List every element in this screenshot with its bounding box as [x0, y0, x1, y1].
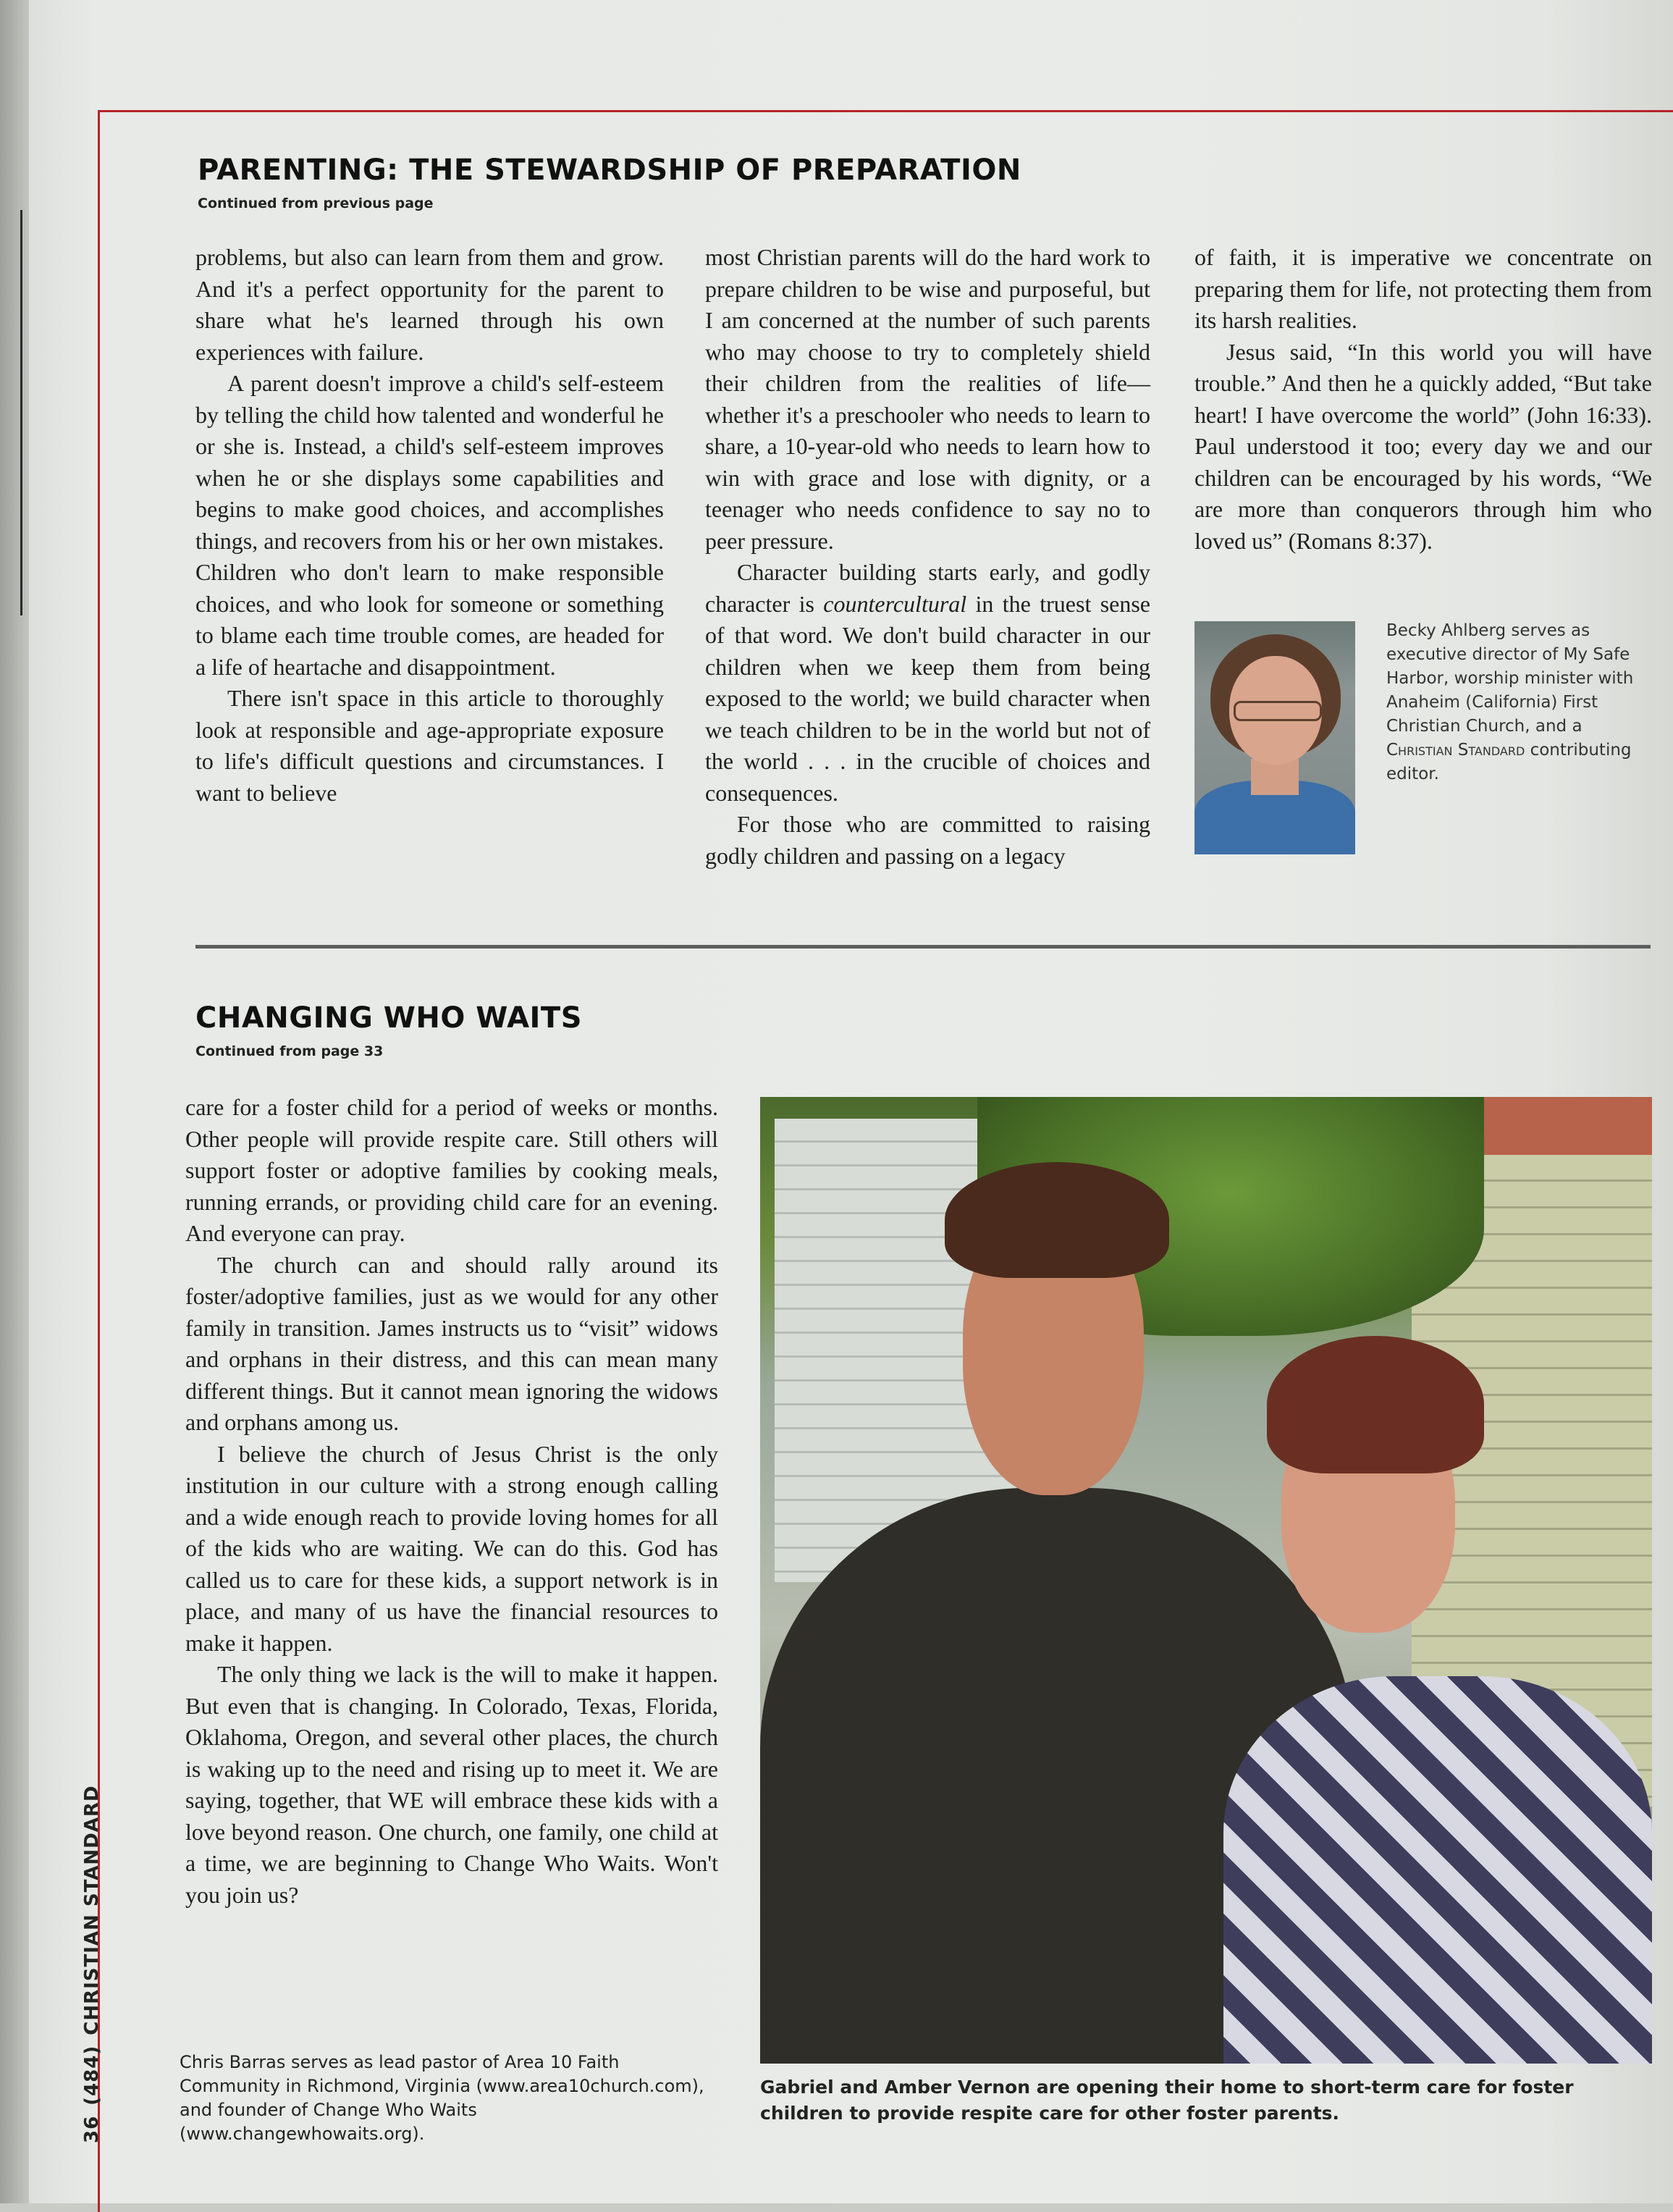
- paragraph: For those who are committed to raising godly children and passing on a legacy: [705, 811, 1150, 869]
- page-spine: [0, 0, 29, 2203]
- couple-photo: [760, 1097, 1652, 2064]
- section-divider: [195, 945, 1651, 949]
- paragraph: A parent doesn't improve a child's self-esteem by telling the child how talented and wonderful he or she is. Instead, a child's self-esteem improves when he or she displays some capabilities and begins to make good choices, and accomplishes things, and recovers from his or her own mistakes. Children who don't learn to make responsible choices, and who look for someone or something to blame each time trouble comes, are headed for a life of heartache and disappointment.: [195, 370, 664, 680]
- article-title: CHANGING WHO WAITS: [195, 1001, 582, 1035]
- publication-smallcaps: Christian Standard: [1386, 741, 1525, 760]
- author-bio: Chris Barras serves as lead pastor of Area 10 Faith Community in Richmond, Virginia (www.area10church.com), and founder of Change Who Waits (www.changewhowaits.org).: [180, 2052, 704, 2144]
- article-title: PARENTING: THE STEWARDSHIP OF PREPARATION: [198, 154, 1021, 187]
- continued-note: Continued from previous page: [198, 195, 434, 211]
- bio-text: contributing editor.: [1386, 741, 1632, 783]
- article1-column-2: [705, 242, 1150, 872]
- italic-word: countercultural: [823, 590, 967, 617]
- page-runner: [81, 1775, 103, 2143]
- paragraph: Jesus said, “In this world you will have trouble.” And then he a quickly added, “But take heart! I have overcome the world” (John 16:33). Paul understood it too; every day we and our children can be encouraged by his words, “We are more than conquerors through him who loved us” (Romans 8:37).: [1194, 338, 1652, 554]
- man-hair: [945, 1162, 1169, 1278]
- author-bio: [1386, 619, 1647, 786]
- continued-note: Continued from page 33: [195, 1043, 384, 1059]
- paragraph: The only thing we lack is the will to make it happen. But even that is changing. In Colorado, Texas, Florida, Oklahoma, Oregon, and several other places, the church is waking up to the need and rising up to meet it. We are saying, together, that WE will embrace these kids with a love beyond reason. One church, one family, one child at a time, we are beginning to Change Who Waits. Won't you join us?: [185, 1661, 718, 1908]
- photo-caption: Gabriel and Amber Vernon are opening their home to short-term care for foster children to provide respite care for other foster parents.: [760, 2077, 1574, 2124]
- paragraph: There isn't space in this article to thoroughly look at responsible and age-appropriate exposure to life's difficult questions and circumstances. I want to believe: [195, 685, 664, 806]
- text-run: in the truest sense of that word. We don't build character in our children when we keep them from being exposed to the world; we build character when we teach children to be in the world but not of the world . . . in the crucible of choices and consequences.: [705, 590, 1150, 806]
- paragraph: problems, but also can learn from them and grow. And it's a perfect opportunity for the parent to share what he's learned through his own experiences with failure.: [195, 244, 664, 365]
- paragraph: care for a foster child for a period of weeks or months. Other people will provide respite care. Still others will support foster or adoptive families by cooking meals, running errands, or providing child care for an evening. And everyone can pray.: [185, 1094, 718, 1246]
- woman-hair: [1267, 1336, 1484, 1473]
- bio-text: Becky Ahlberg serves as executive director of My Safe Harbor, worship minister with Anaheim (California) First Christian Church, and a: [1386, 621, 1634, 736]
- page-number: 36: [81, 2115, 103, 2143]
- spine-line: [20, 210, 22, 615]
- glasses-shape: [1234, 701, 1322, 721]
- author-headshot: [1194, 621, 1355, 854]
- article2-body: [185, 1092, 718, 1911]
- paragraph: most Christian parents will do the hard work to prepare children to be wise and purposeful, but I am concerned at the number of such parents who may choose to try to completely shield their children from the realities of life—whether it's a preschooler who needs to learn to share, a 10-year-old who needs to learn how to win with grace and lose with dignity, or a teenager who needs confidence to say no to peer pressure.: [705, 244, 1150, 554]
- publication-name: CHRISTIAN STANDARD: [81, 1785, 103, 2035]
- woman-plaid-shirt: [1223, 1676, 1652, 2064]
- paragraph: The church can and should rally around its foster/adoptive families, just as we would for any other family in transition. James instructs us to “visit” widows and orphans in their distress, and this can mean many different things. But it cannot mean ignoring the widows and orphans among us.: [185, 1251, 718, 1435]
- issue-number: (484): [81, 2045, 103, 2106]
- article1-column-3: [1194, 242, 1652, 557]
- article1-column-1: [195, 242, 664, 809]
- text-run: Character building starts early, and godly character is: [705, 559, 1150, 617]
- paragraph: I believe the church of Jesus Christ is the only institution in our culture with a strong enough calling and a wide enough reach to provide loving homes for all of the kids who are waiting. We can do this. God has called us to care for these kids, a support network is in place, and many of us have the financial resources to make it happen.: [185, 1440, 718, 1656]
- paragraph: [705, 557, 1150, 809]
- paragraph: of faith, it is imperative we concentrate on preparing them for life, not protecting them from its harsh realities.: [1194, 244, 1652, 333]
